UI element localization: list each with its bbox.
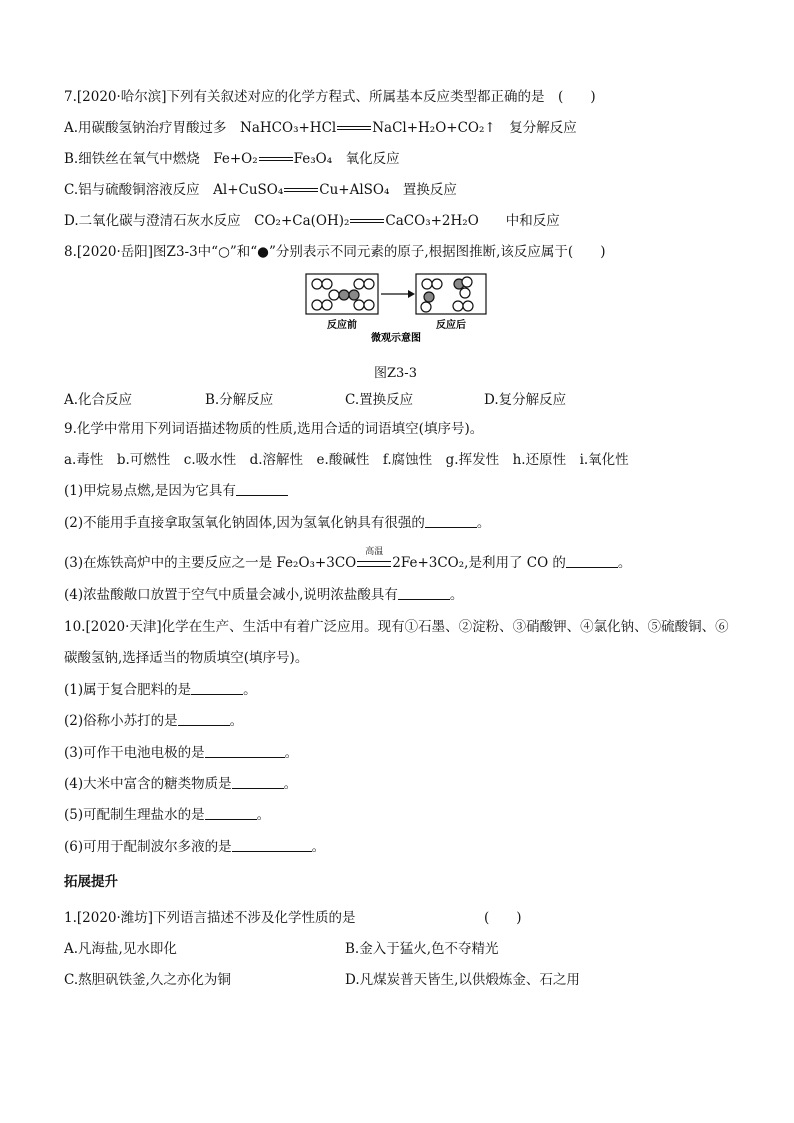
q9-3-end: 。 (617, 555, 632, 571)
equals-sign-icon (350, 217, 384, 227)
q8-stem: 8.[2020·岳阳]图Z3-3中“○”和“●”分别表示不同元素的原子,根据图推断,该反应属于( ) (64, 244, 606, 260)
q7-a-pre: A.用碳酸氢钠治疗胃酸过多 NaHCO₃+HCl (64, 120, 337, 136)
q9-3-mid: 2Fe+3CO₂,是利用了 CO 的 (392, 555, 566, 571)
q10-2-end: 。 (229, 713, 244, 729)
e1-option-a: A.凡海盐,见水即化 (64, 941, 177, 957)
q7-stem: 7.[2020·哈尔滨]下列有关叙述对应的化学方程式、所属基本反应类型都正确的是 ( ) (64, 89, 596, 105)
q9-2-text: (2)不能用手直接拿取氢氧化钠固体,因为氢氧化钠具有很强的 (64, 515, 425, 531)
q10-4-text: (4)大米中富含的糖类物质是 (64, 776, 232, 792)
equals-sign-icon (337, 124, 371, 134)
answer-blank[interactable] (205, 806, 257, 820)
answer-blank[interactable] (232, 838, 312, 852)
q9-terms: a.毒性 b.可燃性 c.吸水性 d.溶解性 e.酸碱性 f.腐蚀性 g.挥发性 h.还原性 i.氧化性 (64, 452, 629, 468)
q8-option-a: A.化合反应 (64, 392, 133, 408)
q9-3-text: (3)在炼铁高炉中的主要反应之一是 Fe₂O₃+3CO (64, 555, 357, 571)
q7-b-post: Fe₃O₄ 氧化反应 (293, 151, 400, 167)
q7-c-post: Cu+AlSO₄ 置换反应 (319, 182, 457, 198)
q10-1-end: 。 (243, 682, 257, 698)
q10-item-3 (64, 744, 298, 762)
q10-5-text: (5)可配制生理盐水的是 (64, 807, 205, 823)
answer-blank[interactable] (191, 681, 243, 695)
q8-option-d: D.复分解反应 (484, 392, 567, 408)
q9-4-text: (4)浓盐酸敞口放置于空气中质量会减小,说明浓盐酸具有 (64, 587, 398, 603)
section-heading: 拓展提升 (64, 874, 118, 890)
answer-blank[interactable] (398, 586, 450, 600)
micro-reaction-diagram (305, 273, 487, 345)
answer-blank[interactable] (232, 775, 284, 789)
q10-5-end: 。 (256, 807, 271, 823)
e1-option-c: C.熬胆矾铁釜,久之亦化为铜 (64, 972, 231, 988)
equals-sign-icon (284, 186, 318, 196)
q10-6-end: 。 (311, 839, 326, 855)
q7-option-a (64, 119, 577, 137)
q7-c-pre: C.铝与硫酸铜溶液反应 Al+CuSO₄ (64, 182, 284, 198)
reaction-condition: 高温 (365, 547, 384, 557)
q9-item-2 (64, 514, 490, 532)
after-label: 反应后 (436, 320, 466, 331)
answer-blank[interactable] (566, 554, 618, 568)
q9-item-1 (64, 482, 288, 500)
q9-4-end: 。 (449, 587, 464, 603)
q7-b-pre: B.细铁丝在氧气中燃烧 Fe+O₂ (64, 151, 258, 167)
figure-caption: 图Z3-3 (374, 366, 417, 381)
e1-option-b: B.金入于猛火,色不夺精光 (345, 941, 499, 957)
arrow-icon (381, 290, 415, 298)
answer-blank[interactable] (205, 744, 285, 758)
q10-6-text: (6)可用于配制波尔多液的是 (64, 839, 232, 855)
before-label: 反应前 (327, 320, 357, 331)
q10-item-4 (64, 775, 297, 793)
after-box (416, 274, 486, 314)
equals-sign-icon (259, 155, 293, 165)
answer-blank[interactable] (425, 514, 477, 528)
q7-d-post: CaCO₃+2H₂O 中和反应 (385, 213, 560, 229)
q10-stem-line1: 10.[2020·天津]化学在生产、生活中有着广泛应用。现有①石墨、②淀粉、③硝酸钾、④氯化钠、⑤硫酸铜、⑥ (64, 619, 729, 635)
q8-option-b: B.分解反应 (205, 392, 274, 408)
high-temp-equals-icon (357, 547, 391, 569)
q9-2-end: 。 (476, 515, 491, 531)
before-box (306, 274, 378, 314)
diagram-title: 微观示意图 (371, 333, 421, 344)
e1-answer-paren: ( ) (484, 910, 522, 926)
q7-option-b (64, 150, 400, 168)
q7-a-post: NaCl+H₂O+CO₂↑ 复分解反应 (372, 120, 577, 136)
q7-option-c (64, 181, 457, 199)
q10-item-6 (64, 838, 325, 856)
equals-sign-icon (357, 561, 391, 567)
q10-item-5 (64, 806, 270, 824)
q10-item-1 (64, 681, 257, 699)
q9-stem: 9.化学中常用下列词语描述物质的性质,选用合适的词语填空(填序号)。 (64, 421, 484, 437)
q9-item-4 (64, 586, 463, 604)
q10-3-text: (3)可作干电池电极的是 (64, 745, 205, 761)
answer-blank[interactable] (236, 482, 288, 496)
q10-2-text: (2)俗称小苏打的是 (64, 713, 178, 729)
q9-item-3 (64, 547, 632, 572)
q10-3-end: 。 (284, 745, 299, 761)
answer-blank[interactable] (178, 712, 230, 726)
e1-stem: 1.[2020·潍坊]下列语言描述不涉及化学性质的是 (64, 910, 356, 926)
q10-stem-line2: 碳酸氢钠,选择适当的物质填空(填序号)。 (64, 650, 309, 666)
q10-1-text: (1)属于复合肥料的是 (64, 682, 192, 698)
q8-option-c: C.置换反应 (345, 392, 414, 408)
e1-option-d: D.凡煤炭普天皆生,以供煅炼金、石之用 (345, 972, 580, 988)
q9-1-text: (1)甲烷易点燃,是因为它具有 (64, 483, 236, 499)
q7-d-pre: D.二氧化碳与澄清石灰水反应 CO₂+Ca(OH)₂ (64, 213, 350, 229)
q10-item-2 (64, 712, 243, 730)
q7-option-d (64, 212, 560, 230)
q10-4-end: 。 (283, 776, 298, 792)
